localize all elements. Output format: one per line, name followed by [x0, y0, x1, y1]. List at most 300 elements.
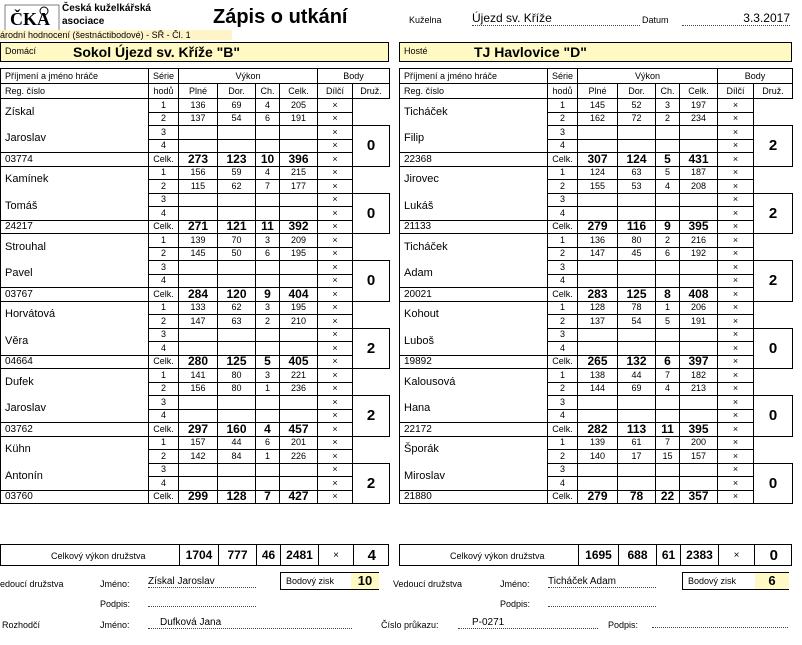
empty-cell	[618, 207, 656, 221]
player-total: 299	[179, 490, 218, 504]
x-mark: ×	[718, 423, 754, 437]
throw-value: 144	[578, 382, 618, 396]
player-row	[1, 153, 390, 167]
x-mark: ×	[718, 450, 754, 464]
throw-value: 1	[256, 382, 280, 396]
away-player-table	[399, 68, 793, 504]
throw-value: 209	[280, 234, 318, 248]
x-mark: ×	[318, 355, 353, 369]
empty-cell	[680, 261, 718, 275]
throw-value: 221	[280, 369, 318, 383]
empty-cell	[578, 477, 618, 491]
empty-cell	[656, 396, 680, 410]
throw-value: 145	[578, 99, 618, 113]
empty-cell	[656, 463, 680, 477]
empty-cell	[218, 207, 256, 221]
player-total: 160	[218, 423, 256, 437]
home-summary	[0, 544, 389, 566]
points-spacer	[754, 436, 793, 463]
player-row	[1, 369, 390, 383]
serie-header: Série	[149, 69, 179, 84]
throw-value: 4	[656, 180, 680, 194]
player-points: 0	[353, 193, 390, 234]
player-row	[400, 288, 793, 302]
player-points: 2	[754, 261, 793, 302]
player-firstname: Hana	[400, 396, 548, 423]
away-sum-dor: 688	[619, 545, 657, 565]
empty-cell	[218, 396, 256, 410]
player-row	[1, 436, 390, 450]
serie-number: 4	[548, 207, 578, 221]
serie-number: 1	[149, 166, 179, 180]
player-total: 5	[256, 355, 280, 369]
player-total: 404	[280, 288, 318, 302]
x-mark: ×	[318, 477, 353, 491]
empty-cell	[256, 409, 280, 423]
x-mark: ×	[718, 315, 754, 329]
player-surname: Horvátová	[1, 301, 149, 328]
x-mark: ×	[718, 396, 754, 410]
celk-row-label: Celk.	[149, 220, 179, 234]
points-spacer	[754, 301, 793, 328]
referee-sign-label: Podpis:	[608, 620, 639, 630]
throw-value: 4	[256, 99, 280, 113]
serie-number: 4	[548, 274, 578, 288]
home-sum-celk: 2481	[281, 545, 319, 565]
player-reg: 03774	[1, 153, 149, 167]
player-total: 284	[179, 288, 218, 302]
vykon-header: Výkon	[578, 69, 718, 84]
x-mark: ×	[318, 139, 353, 153]
throw-value: 44	[218, 436, 256, 450]
player-total: 123	[218, 153, 256, 167]
away-sum-label: Celkový výkon družstva	[450, 551, 545, 561]
organization-name	[62, 2, 151, 28]
player-firstname: Jaroslav	[1, 126, 149, 153]
x-mark: ×	[718, 301, 754, 315]
name-header: Příjmení a jméno hráče	[1, 69, 149, 84]
player-firstname: Tomáš	[1, 193, 149, 220]
celk-row-label: Celk.	[548, 423, 578, 437]
throw-value: 133	[179, 301, 218, 315]
empty-cell	[656, 126, 680, 140]
home-sum-label: Celkový výkon družstva	[51, 551, 146, 561]
throw-value: 226	[280, 450, 318, 464]
celk-row-label: Celk.	[548, 288, 578, 302]
player-firstname: Pavel	[1, 261, 149, 288]
empty-cell	[280, 342, 318, 356]
x-mark: ×	[718, 355, 754, 369]
serie-number: 2	[149, 315, 179, 329]
empty-cell	[680, 193, 718, 207]
serie-number: 4	[548, 342, 578, 356]
player-surname: Kalousová	[400, 369, 548, 396]
empty-cell	[218, 193, 256, 207]
player-total: 427	[280, 490, 318, 504]
empty-cell	[179, 274, 218, 288]
x-mark: ×	[718, 288, 754, 302]
x-mark: ×	[718, 166, 754, 180]
celk-header: Celk.	[680, 84, 718, 99]
throw-value: 157	[179, 436, 218, 450]
serie-number: 1	[149, 99, 179, 113]
away-sign-line	[548, 606, 656, 607]
empty-cell	[218, 328, 256, 342]
plne-header: Plné	[179, 84, 218, 99]
serie-number: 1	[149, 369, 179, 383]
empty-cell	[280, 328, 318, 342]
empty-cell	[656, 139, 680, 153]
throw-value: 6	[656, 247, 680, 261]
player-total: 265	[578, 355, 618, 369]
away-summary	[399, 544, 792, 566]
home-leader-label: edoucí družstva	[0, 579, 64, 589]
dor-header: Dor.	[218, 84, 256, 99]
header-row-1	[1, 69, 390, 84]
empty-cell	[256, 193, 280, 207]
player-row	[400, 193, 793, 207]
points-spacer	[754, 369, 793, 396]
player-total: 357	[680, 490, 718, 504]
throw-value: 78	[618, 301, 656, 315]
empty-cell	[179, 126, 218, 140]
player-points: 2	[353, 328, 390, 369]
player-total: 11	[656, 423, 680, 437]
player-row	[400, 220, 793, 234]
throw-value: 3	[656, 99, 680, 113]
serie-number: 2	[149, 450, 179, 464]
x-mark: ×	[318, 247, 353, 261]
player-total: 124	[618, 153, 656, 167]
serie-number: 2	[548, 247, 578, 261]
player-firstname: Luboš	[400, 328, 548, 355]
throw-value: 61	[618, 436, 656, 450]
points-spacer	[754, 234, 793, 261]
player-points: 0	[754, 463, 793, 504]
away-bodovy-zisk	[682, 572, 789, 590]
player-row	[1, 396, 390, 410]
empty-cell	[680, 207, 718, 221]
away-leader-name: Ticháček Adam	[548, 576, 656, 588]
empty-cell	[680, 126, 718, 140]
player-total: 22	[656, 490, 680, 504]
empty-cell	[179, 396, 218, 410]
player-total: 121	[218, 220, 256, 234]
empty-cell	[618, 274, 656, 288]
serie-number: 2	[548, 112, 578, 126]
empty-cell	[179, 463, 218, 477]
away-bodovy-label: Bodový zisk	[688, 576, 737, 586]
player-row	[400, 328, 793, 342]
throw-value: 192	[680, 247, 718, 261]
empty-cell	[578, 207, 618, 221]
player-total: 128	[218, 490, 256, 504]
druz-header: Druž.	[353, 84, 390, 99]
home-team-bar	[0, 42, 389, 62]
player-reg: 04664	[1, 355, 149, 369]
player-reg: 19892	[400, 355, 548, 369]
player-firstname: Filip	[400, 126, 548, 153]
serie-number: 3	[149, 396, 179, 410]
empty-cell	[578, 328, 618, 342]
x-mark: ×	[718, 328, 754, 342]
x-mark: ×	[318, 261, 353, 275]
player-total: 6	[656, 355, 680, 369]
empty-cell	[578, 126, 618, 140]
throw-value: 139	[578, 436, 618, 450]
empty-cell	[656, 328, 680, 342]
throw-value: 69	[618, 382, 656, 396]
player-reg: 03767	[1, 288, 149, 302]
competition-label: árodní hodnocení (šestnáctibodové) - SŘ - Čl. 1	[0, 30, 232, 40]
x-mark: ×	[718, 342, 754, 356]
x-mark: ×	[718, 436, 754, 450]
reg-header: Reg. číslo	[400, 84, 548, 99]
empty-cell	[618, 396, 656, 410]
x-mark: ×	[718, 234, 754, 248]
throw-value: 137	[578, 315, 618, 329]
throw-value: 7	[656, 436, 680, 450]
player-total: 408	[680, 288, 718, 302]
x-mark: ×	[318, 342, 353, 356]
celk-row-label: Celk.	[149, 490, 179, 504]
player-total: 113	[618, 423, 656, 437]
throw-value: 5	[656, 166, 680, 180]
celk-row-label: Celk.	[149, 355, 179, 369]
empty-cell	[618, 126, 656, 140]
referee-label: Rozhodčí	[2, 620, 41, 630]
x-mark: ×	[718, 409, 754, 423]
away-sum-x: ×	[719, 545, 755, 565]
serie-number: 3	[149, 328, 179, 342]
dor-header: Dor.	[618, 84, 656, 99]
away-sign-label: Podpis:	[500, 599, 531, 609]
empty-cell	[179, 261, 218, 275]
x-mark: ×	[318, 328, 353, 342]
empty-cell	[218, 477, 256, 491]
serie-number: 4	[149, 409, 179, 423]
player-row	[400, 369, 793, 383]
vykon-header: Výkon	[179, 69, 318, 84]
empty-cell	[618, 477, 656, 491]
empty-cell	[680, 139, 718, 153]
x-mark: ×	[718, 477, 754, 491]
empty-cell	[256, 328, 280, 342]
empty-cell	[656, 261, 680, 275]
player-total: 457	[280, 423, 318, 437]
throw-value: 5	[656, 315, 680, 329]
player-surname: Ticháček	[400, 99, 548, 126]
empty-cell	[618, 193, 656, 207]
serie-number: 1	[548, 99, 578, 113]
throw-value: 234	[680, 112, 718, 126]
player-points: 0	[754, 328, 793, 369]
throw-value: 213	[680, 382, 718, 396]
referee-name: Dufková Jana	[148, 617, 352, 629]
throw-value: 201	[280, 436, 318, 450]
x-mark: ×	[318, 234, 353, 248]
serie-number: 1	[548, 369, 578, 383]
throw-value: 53	[618, 180, 656, 194]
datum-value: 3.3.2017	[682, 11, 790, 26]
empty-cell	[578, 342, 618, 356]
home-side-label: Domácí	[5, 46, 37, 56]
player-row	[1, 463, 390, 477]
empty-cell	[179, 193, 218, 207]
throw-value: 4	[256, 166, 280, 180]
player-total: 9	[256, 288, 280, 302]
player-row	[400, 166, 793, 180]
celk-row-label: Celk.	[149, 288, 179, 302]
away-name-label: Jméno:	[500, 579, 530, 589]
empty-cell	[256, 477, 280, 491]
player-row	[400, 463, 793, 477]
player-firstname: Adam	[400, 261, 548, 288]
player-points: 2	[754, 193, 793, 234]
empty-cell	[578, 193, 618, 207]
serie-number: 2	[548, 382, 578, 396]
player-total: 9	[656, 220, 680, 234]
home-sum-ch: 46	[257, 545, 281, 565]
empty-cell	[578, 396, 618, 410]
player-surname: Jirovec	[400, 166, 548, 193]
x-mark: ×	[718, 99, 754, 113]
player-total: 297	[179, 423, 218, 437]
kuzelna-label: Kuželna	[409, 15, 442, 25]
referee-sign-line	[652, 627, 788, 628]
throw-value: 236	[280, 382, 318, 396]
throw-value: 50	[218, 247, 256, 261]
player-total: 395	[680, 423, 718, 437]
empty-cell	[218, 409, 256, 423]
x-mark: ×	[318, 153, 353, 167]
serie-number: 1	[149, 234, 179, 248]
empty-cell	[618, 139, 656, 153]
throw-value: 210	[280, 315, 318, 329]
name-header: Příjmení a jméno hráče	[400, 69, 548, 84]
x-mark: ×	[318, 193, 353, 207]
empty-cell	[618, 261, 656, 275]
throw-value: 54	[218, 112, 256, 126]
player-total: 431	[680, 153, 718, 167]
home-sum-dor: 777	[219, 545, 257, 565]
throw-value: 128	[578, 301, 618, 315]
player-total: 116	[618, 220, 656, 234]
serie-number: 3	[548, 261, 578, 275]
empty-cell	[618, 463, 656, 477]
player-total: 282	[578, 423, 618, 437]
serie-number: 2	[548, 315, 578, 329]
header-row-1	[400, 69, 793, 84]
celk-row-label: Celk.	[548, 153, 578, 167]
x-mark: ×	[318, 396, 353, 410]
player-total: 273	[179, 153, 218, 167]
serie-number: 3	[548, 328, 578, 342]
x-mark: ×	[318, 207, 353, 221]
throw-value: 63	[618, 166, 656, 180]
x-mark: ×	[718, 382, 754, 396]
throw-value: 2	[656, 234, 680, 248]
throw-value: 63	[218, 315, 256, 329]
throw-value: 206	[680, 301, 718, 315]
empty-cell	[680, 328, 718, 342]
throw-value: 157	[680, 450, 718, 464]
throw-value: 162	[578, 112, 618, 126]
throw-value: 84	[218, 450, 256, 464]
serie-number: 3	[548, 193, 578, 207]
throw-value: 136	[179, 99, 218, 113]
player-points: 0	[754, 396, 793, 437]
away-side-label: Hosté	[404, 46, 428, 56]
player-row	[400, 355, 793, 369]
throw-value: 45	[618, 247, 656, 261]
points-spacer	[754, 166, 793, 193]
serie-number: 2	[149, 180, 179, 194]
points-spacer	[754, 99, 793, 126]
serie-number: 3	[149, 126, 179, 140]
celk-row-label: Celk.	[149, 423, 179, 437]
player-firstname: Jaroslav	[1, 396, 149, 423]
player-surname: Kohout	[400, 301, 548, 328]
throw-value: 140	[578, 450, 618, 464]
ch-header: Ch.	[256, 84, 280, 99]
player-row	[1, 288, 390, 302]
player-total: 10	[256, 153, 280, 167]
empty-cell	[618, 342, 656, 356]
x-mark: ×	[718, 193, 754, 207]
player-row	[400, 126, 793, 140]
throw-value: 2	[256, 315, 280, 329]
player-row	[1, 355, 390, 369]
player-row	[1, 423, 390, 437]
empty-cell	[256, 463, 280, 477]
throw-value: 69	[218, 99, 256, 113]
player-row	[400, 234, 793, 248]
empty-cell	[179, 328, 218, 342]
throw-value: 115	[179, 180, 218, 194]
empty-cell	[218, 126, 256, 140]
x-mark: ×	[318, 436, 353, 450]
x-mark: ×	[318, 369, 353, 383]
home-bodovy-value: 10	[351, 573, 379, 589]
throw-value: 80	[218, 382, 256, 396]
empty-cell	[578, 274, 618, 288]
player-points: 0	[353, 261, 390, 302]
player-total: 279	[578, 220, 618, 234]
player-surname: Ticháček	[400, 234, 548, 261]
player-row	[1, 193, 390, 207]
empty-cell	[680, 463, 718, 477]
throw-value: 147	[179, 315, 218, 329]
serie-number: 1	[548, 166, 578, 180]
ch-header: Ch.	[656, 84, 680, 99]
player-surname: Získal	[1, 99, 149, 126]
home-sign-line	[148, 606, 256, 607]
empty-cell	[256, 274, 280, 288]
player-row	[400, 396, 793, 410]
throw-value: 124	[578, 166, 618, 180]
serie-header: Série	[548, 69, 578, 84]
empty-cell	[280, 261, 318, 275]
player-total: 132	[618, 355, 656, 369]
x-mark: ×	[318, 220, 353, 234]
empty-cell	[280, 207, 318, 221]
serie-number: 3	[149, 261, 179, 275]
empty-cell	[256, 139, 280, 153]
home-team-name: Sokol Újezd sv. Kříže "B"	[73, 44, 241, 60]
empty-cell	[280, 396, 318, 410]
throw-value: 147	[578, 247, 618, 261]
